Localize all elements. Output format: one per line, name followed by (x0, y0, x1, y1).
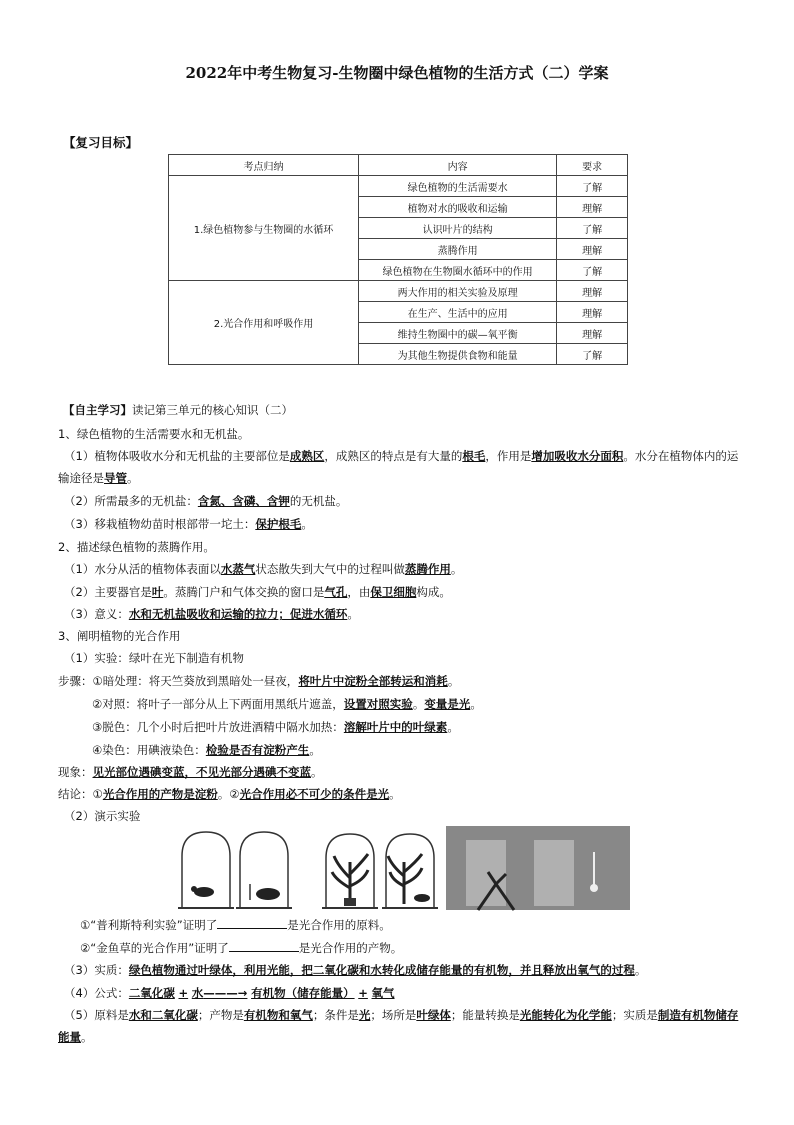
step-4: ④染色：用碘液染色：检验是否有淀粉产生。 (92, 743, 321, 757)
answer-blank[interactable] (229, 941, 299, 952)
line-3: （3）移栽植物幼苗时根部带一坨土：保护根毛。 (64, 517, 313, 531)
requirement-cell: 理解 (557, 281, 628, 302)
line-16: ②“金鱼草的光合作用”证明了 是光合作用的产物。 (80, 941, 403, 955)
bell-jar-mouse-2 (236, 832, 292, 908)
line-1b: 输途径是导管。 (58, 471, 139, 485)
step-3: ③脱色：几个小时后把叶片放进酒精中隔水加热：溶解叶片中的叶绿素。 (92, 720, 459, 734)
line-17: （3）实质：绿色植物通过叶绿体，利用光能，把二氧化碳和水转化成储存能量的有机物，并且释放出氧气的过程。 (64, 963, 647, 977)
header-cell: 内容 (359, 155, 557, 176)
line-7: （1）实验：绿叶在光下制造有机物 (64, 651, 244, 665)
section-1-heading: 1、绿色植物的生活需要水和无机盐。 (58, 427, 250, 441)
line-2: （2）所需最多的无机盐：含氮、含磷、含钾的无机盐。 (64, 494, 348, 508)
line-19: （5）原料是水和二氧化碳；产物是有机物和氧气；条件是光；场所是叶绿体；能量转换是光能转化为化学能；实质是制造有机物储存 (64, 1008, 739, 1022)
line-20: 能量。 (58, 1030, 93, 1044)
line-15: ①“普利斯特利实验”证明了 是光合作用的原料。 (80, 918, 391, 932)
section-3-heading: 3、阐明植物的光合作用 (58, 629, 181, 643)
content-cell: 绿色植物在生物圈水循环中的作用 (359, 260, 557, 281)
content-cell: 植物对水的吸收和运输 (359, 197, 557, 218)
phenomenon-line: 现象：见光部位遇碘变蓝，不见光部分遇碘不变蓝。 (58, 765, 323, 779)
page-title: 2022年中考生物复习-生物圈中绿色植物的生活方式（二）学案 (185, 64, 609, 82)
requirement-cell: 理解 (557, 239, 628, 260)
bell-jar-mouse-1 (178, 832, 234, 908)
table-row (169, 176, 628, 197)
study-heading: 【自主学习】读记第三单元的核心知识（二） (63, 403, 293, 417)
requirement-cell: 了解 (557, 260, 628, 281)
line-6: （3）意义：水和无机盐吸收和运输的拉力；促进水循环。 (64, 607, 359, 621)
content-cell: 蒸腾作用 (359, 239, 557, 260)
requirement-cell: 了解 (557, 344, 628, 365)
line-14: （2）演示实验 (64, 809, 141, 823)
topic-cell: 1.绿色植物参与生物圈的水循环 (169, 176, 359, 281)
content-cell: 维持生物圈中的碳—氧平衡 (359, 323, 557, 344)
content-cell: 在生产、生活中的应用 (359, 302, 557, 323)
requirement-cell: 理解 (557, 197, 628, 218)
formula-line: （4）公式：二氧化碳 + 水———→ 有机物（储存能量） + 氧气 (64, 986, 395, 1000)
section-2-heading: 2、描述绿色植物的蒸腾作用。 (58, 540, 215, 554)
topic-cell: 2.光合作用和呼吸作用 (169, 281, 359, 365)
requirement-cell: 理解 (557, 302, 628, 323)
content-cell: 两大作用的相关实验及原理 (359, 281, 557, 302)
step-2: ②对照：将叶子一部分从上下两面用黑纸片遮盖，设置对照实验。变量是光。 (92, 697, 482, 711)
header-cell: 考点归纳 (169, 155, 359, 176)
table-header-row (169, 155, 628, 176)
demo-experiment-figure (178, 822, 630, 914)
requirement-cell: 了解 (557, 176, 628, 197)
table-row (169, 281, 628, 302)
requirement-cell: 了解 (557, 218, 628, 239)
goals-table (168, 154, 628, 365)
line-4: （1）水分从活的植物体表面以水蒸气状态散失到大气中的过程叫做蒸腾作用。 (64, 562, 463, 576)
water-tank-plant (446, 826, 630, 910)
bell-jar-plant-mouse (382, 834, 438, 908)
line-5: （2）主要器官是叶。蒸腾门户和气体交换的窗口是气孔，由保卫细胞构成。 (64, 585, 451, 599)
conclusion-line: 结论：①光合作用的产物是淀粉。②光合作用必不可少的条件是光。 (58, 787, 401, 801)
content-cell: 为其他生物提供食物和能量 (359, 344, 557, 365)
answer-blank[interactable] (217, 918, 287, 929)
content-cell: 认识叶片的结构 (359, 218, 557, 239)
step-1: 步骤：①暗处理：将天竺葵放到黑暗处一昼夜，将叶片中淀粉全部转运和消耗。 (58, 674, 460, 688)
line-1a: （1）植物体吸收水分和无机盐的主要部位是成熟区，成熟区的特点是有大量的根毛，作用是增加吸收水分面积。水分在植物体内的运 (64, 449, 739, 463)
requirement-cell: 理解 (557, 323, 628, 344)
bell-jar-plant (322, 834, 378, 908)
header-cell: 要求 (557, 155, 628, 176)
goals-label: 【复习目标】 (63, 135, 139, 150)
content-cell: 绿色植物的生活需要水 (359, 176, 557, 197)
